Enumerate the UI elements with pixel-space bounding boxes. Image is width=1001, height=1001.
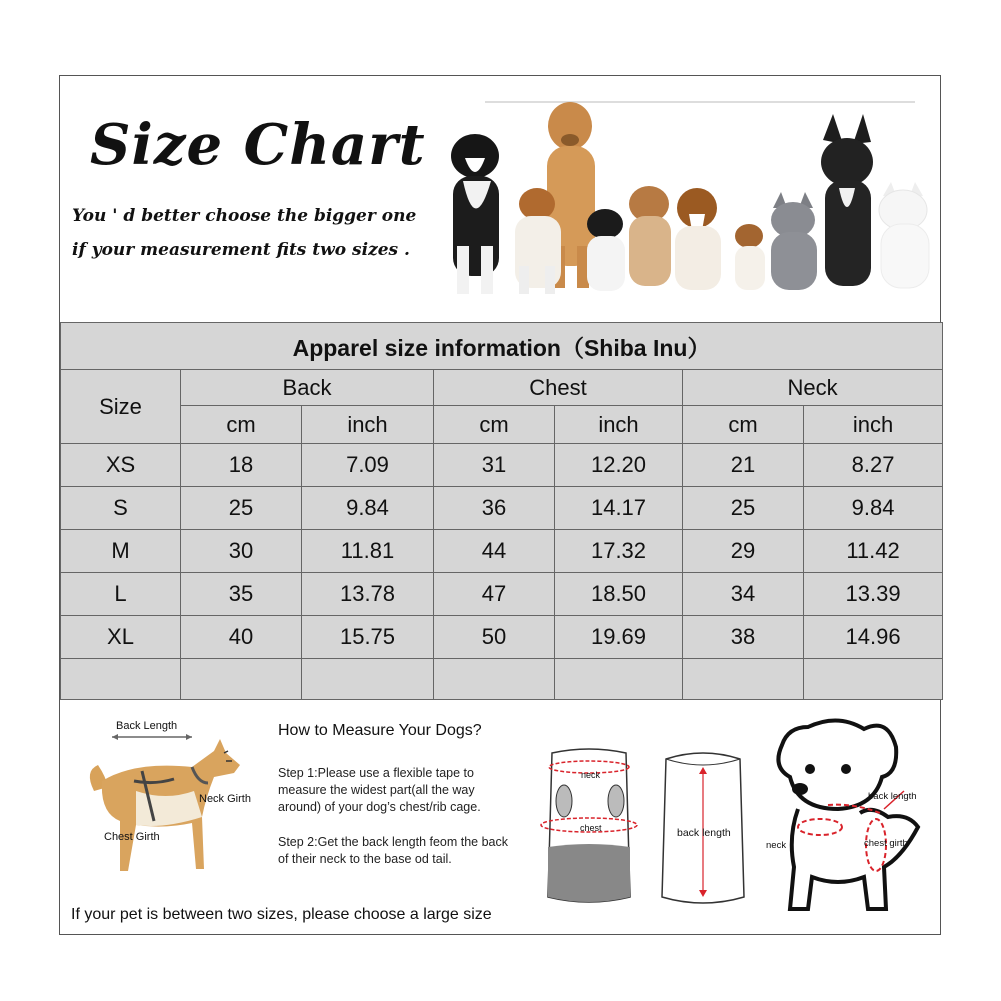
value-cell: 8.27 xyxy=(804,444,943,487)
garment-back-length-label: back length xyxy=(677,827,731,839)
value-cell: 30 xyxy=(181,530,302,573)
unit-header: cm xyxy=(683,406,804,444)
cartoon-chest-girth-label: chest girth xyxy=(864,838,908,849)
garment-neck-label: neck xyxy=(581,770,601,780)
subtitle-line-2: if your measurement fits two sizes . xyxy=(72,240,410,260)
table-row xyxy=(61,616,943,659)
value-cell: 14.17 xyxy=(555,487,683,530)
value-cell: 13.39 xyxy=(804,573,943,616)
value-cell: 44 xyxy=(434,530,555,573)
value-cell: 15.75 xyxy=(302,616,434,659)
value-cell: 38 xyxy=(683,616,804,659)
value-cell: 31 xyxy=(434,444,555,487)
value-cell: 21 xyxy=(683,444,804,487)
value-cell: 17.32 xyxy=(555,530,683,573)
value-cell: 13.78 xyxy=(302,573,434,616)
value-cell: 19.69 xyxy=(555,616,683,659)
size-cell: XS xyxy=(61,444,181,487)
value-cell: 35 xyxy=(181,573,302,616)
value-cell: 12.20 xyxy=(555,444,683,487)
shiba-measure-photo xyxy=(74,721,244,891)
measure-section xyxy=(60,703,940,935)
unit-header: cm xyxy=(434,406,555,444)
back-group-header: Back xyxy=(181,370,434,406)
value-cell: 11.42 xyxy=(804,530,943,573)
pets-photo xyxy=(435,96,940,311)
size-chart-frame xyxy=(59,75,941,935)
value-cell: 47 xyxy=(434,573,555,616)
table-row xyxy=(61,530,943,573)
cartoon-neck-label: neck xyxy=(766,840,787,851)
garment-chest-label: chest xyxy=(580,823,602,833)
border-collie-figure xyxy=(451,134,499,294)
small-terrier-figure xyxy=(587,209,625,291)
size-cell: S xyxy=(61,487,181,530)
step-1-text: Step 1:Please use a flexible tape to measure the widest part(all the way around) of your dog’s chest/rib cage. xyxy=(278,766,481,814)
value-cell: 18.50 xyxy=(555,573,683,616)
value-cell: 18 xyxy=(181,444,302,487)
back-length-label: Back Length xyxy=(116,720,178,732)
unit-header: inch xyxy=(804,406,943,444)
value-cell: 9.84 xyxy=(302,487,434,530)
footer-note: If your pet is between two sizes, please choose a large size xyxy=(71,906,492,923)
header-banner xyxy=(60,76,940,323)
unit-header: inch xyxy=(555,406,683,444)
chihuahua-figure xyxy=(735,224,765,290)
size-column-header: Size xyxy=(61,370,181,444)
value-cell: 50 xyxy=(434,616,555,659)
beagle-figure xyxy=(675,188,721,290)
size-cell: M xyxy=(61,530,181,573)
table-caption: Apparel size information（Shiba Inu） xyxy=(61,323,943,370)
empty-row xyxy=(61,659,943,700)
size-cell: XL xyxy=(61,616,181,659)
table-row xyxy=(61,573,943,616)
table-row xyxy=(61,487,943,530)
chest-girth-label: Chest Girth xyxy=(104,831,160,843)
french-bulldog-figure xyxy=(821,114,873,286)
chest-group-header: Chest xyxy=(434,370,683,406)
grey-cat-figure xyxy=(771,192,817,290)
how-to-measure-heading: How to Measure Your Dogs? xyxy=(278,722,482,739)
table-row xyxy=(61,444,943,487)
page-title: Size Chart xyxy=(90,112,426,178)
value-cell: 34 xyxy=(683,573,804,616)
value-cell: 9.84 xyxy=(804,487,943,530)
value-cell: 14.96 xyxy=(804,616,943,659)
cartoon-dog-diagram xyxy=(768,717,936,921)
value-cell: 36 xyxy=(434,487,555,530)
cartoon-back-length-label: back length xyxy=(868,791,917,802)
value-cell: 40 xyxy=(181,616,302,659)
unit-header: inch xyxy=(302,406,434,444)
value-cell: 11.81 xyxy=(302,530,434,573)
unit-header: cm xyxy=(181,406,302,444)
value-cell: 7.09 xyxy=(302,444,434,487)
neck-group-header: Neck xyxy=(683,370,943,406)
step-2-text: Step 2:Get the back length feom the back of their neck to the base od tail. xyxy=(278,835,509,866)
subtitle-line-1: You ' d better choose the bigger one xyxy=(72,206,417,226)
pekingese-figure xyxy=(629,186,671,286)
size-table xyxy=(60,322,943,700)
white-cat-figure xyxy=(879,182,929,288)
jack-russell-figure xyxy=(515,188,561,294)
value-cell: 25 xyxy=(683,487,804,530)
value-cell: 25 xyxy=(181,487,302,530)
value-cell: 29 xyxy=(683,530,804,573)
size-cell: L xyxy=(61,573,181,616)
neck-girth-label: Neck Girth xyxy=(199,793,251,805)
